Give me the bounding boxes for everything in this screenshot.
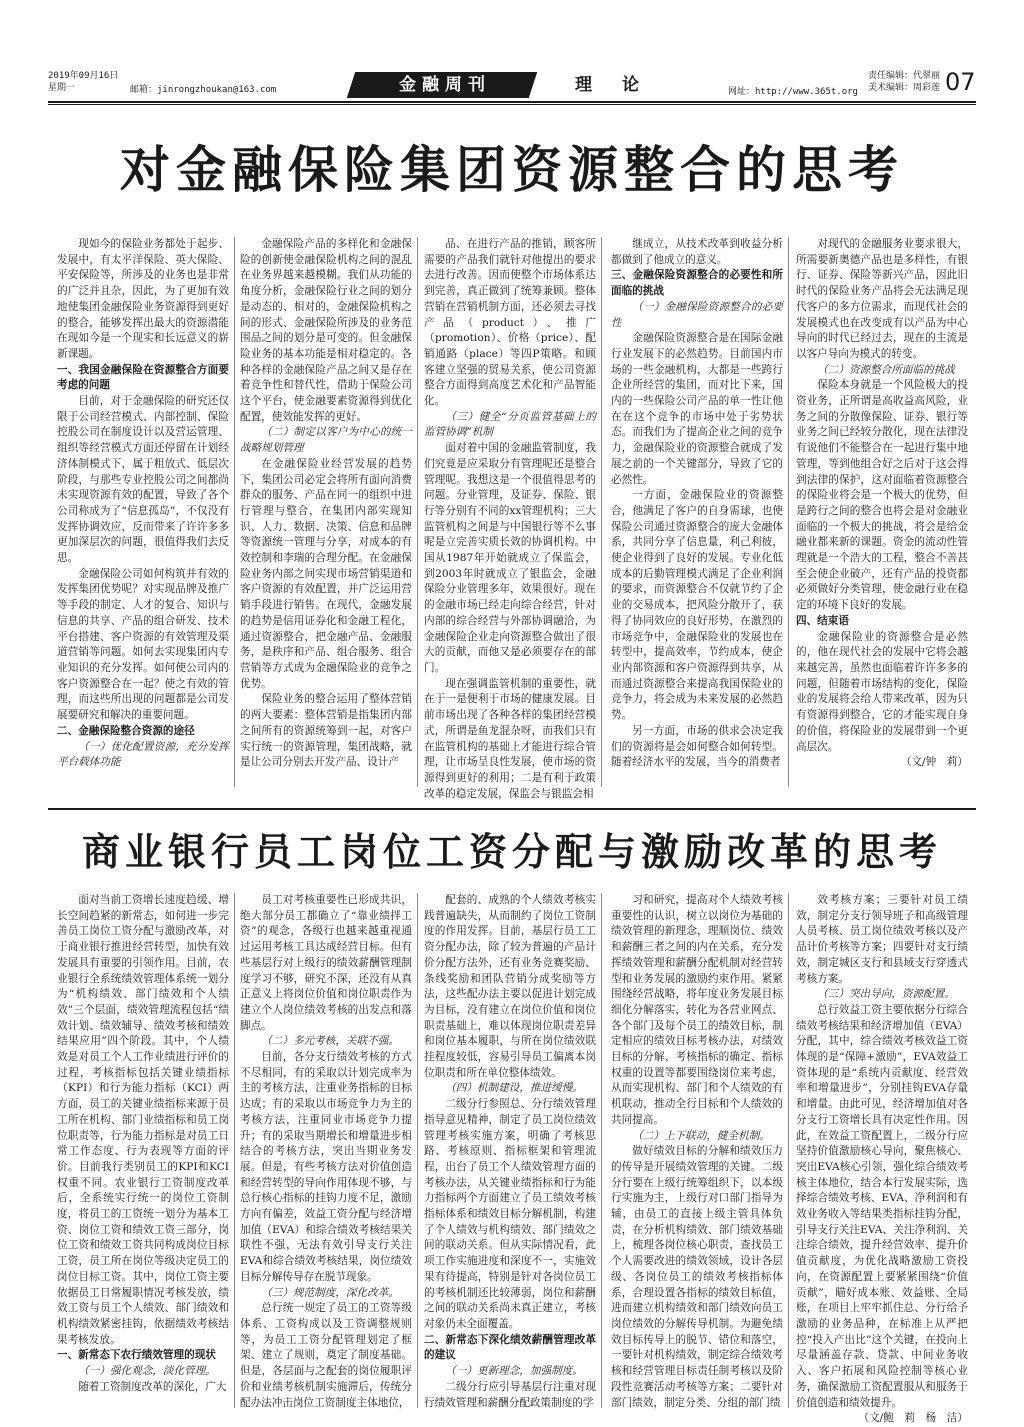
paragraph: 对现代的金融服务业要求很大，所需要新奥德产品也是多样性，有银行、证券、保险等新兴产品，因此旧时代的保险业务产品将会无法满足现代客户的多方位需求，而现代社会的发展模式也在改变成有以产品为中心导向的时代已经过去，现在的主流是以客户导向为模式的转变。 [796,238,968,360]
page-number: 07 [945,68,976,96]
subsection-heading: （一）强化观念，淡化管理。 [78,1365,216,1378]
subsection-heading: （二）制定以客户为中心的统一战略规划管理 [240,426,412,455]
article2-column-2 [240,893,412,1418]
paragraph: 随着工资制度改革的深化，广大 [78,1380,227,1393]
section-heading: 二、新常态下深化绩效薪酬管理改革的建议 [424,1333,596,1362]
issue-date: 2019年09月16日 [48,71,119,81]
paragraph: 另一方面，市场的供求会决定我们的资源将是会如何整合如何转型。随着经济水平的发展，当今的消费者 [611,724,783,769]
editor-credits [868,70,940,94]
paragraph: 在金融保险业经营发展的趋势下，集团公司必定会将所有面向消费群众的服务、产品在同一的组织中进行管理与整合，在集团内部实现知识、人力、数据、决策、信息和品牌等资源统一管理与分享，对成本的有效控制和李瑞的合理分配。在金融保险业务内部之间实现市场营销渠道和客户资源的有效配置，并广泛运用营销手段进行销售。在现代，金融发展的趋势是信用证券化和金融工程化，通过资源整合，把金融产品、金融服务，是秩序和产品、组合服务、组合营销等方式成为金融保险业的竞争之优势。 [240,457,412,690]
column-divider [234,893,235,1408]
section-heading: 一、我国金融保险在资源整合方面要考虑的问题 [57,363,229,392]
paragraph: 金融保险业的资源整合是必然的，他在现代社会的发展中它将会越来越完善，虽然也面临着许许多多的问题，但随着市场结构的变化，保险业的发展将会给人带来改革，因为只有资源得到整合，它的才能实现自身的价值，将保险业的发展带到一个更高层次。 [796,630,968,753]
article1-title: 对金融保险集团资源整合的思考 [120,141,904,199]
art-editor: 美术编辑：周彩莲 [868,83,941,93]
issue-date-block [48,70,118,94]
author-signature: （文/鲍 莉 杨 洁） [858,1412,968,1425]
article1-column-2 [240,237,412,797]
article2-column-1 [57,893,229,1418]
subsection-heading: （二）资源整合所面临的挑战 [817,363,955,376]
column-divider [788,237,789,787]
section-heading: 三、金融保险资源整合的必要性和所面临的挑战 [611,269,783,298]
paragraph: 总行效益工资主要依据分行综合绩效考核结果和经济增加值（EVA）分配，其中，综合绩效考核效益工资体现的是“保障+激励”，EVA效益工资体现的是“系统内贡献度、经营效率和增量进步”，分别挂钩EVA存量和增量。由此可见，经济增加值对各分支行工资增长具有决定性作用。因此，在效益工资配置上，二级分行应坚持价值激励核心导向，聚焦核心、突出EVA核心引领，强化综合绩效考核主体地位，结合本行发展实际，选择综合绩效考核、EVA、净利润和有效业务收入等结果类指标挂钩分配，引导支行关注EVA、关注净利润、关注综合绩效，提升经营效率、提升价值贡献度，为优化战略激励工资投向，在资源配置上要紧紧围绕“价值贡献”，瞄好成本账、效益账、全局账，在项目上牢牢抓住总、分行给予激励的业务品种，在标准上从严把控“投入产出比”这个关键，在投向上尽量涵盖存款、贷款、中间业务收入、客户拓展和风险控制等核心业务，确保激励工资配置服从和服务于价值创造和绩效提升。 [796,1003,968,1409]
section-heading: 一、新常态下农行绩效管理的现状 [57,1349,216,1362]
paragraph: 保险本身就是一个风险极大的投资业务，正所谓是高收益高风险，业务之间的分散像保险、证券、银行等业务之间已经较分散化，现在法律没有说他们不能整合在一起进行集中地管理，等到他组合好之后对于这会得到法律的保护，这对面临着资源整合的保险业将会是一个极大的优势，但是跨行之间的整合也将会是对金融业面临的一个极大的挑战，将会是给金融业都来新的课题。资金的流动性管理就是一个浩大的工程，整合不善甚至会使企业破产，还有产品的投资都必须做好分类管理，使金融行业在稳定的环境下良好的发展。 [796,379,968,612]
paragraph: 金融保险资源整合是在国际金融行业发展下的必然趋势。目前国内市场的一些金融机构，大都是一些跨行企业所经营的集团，而对比下来，国内的一些保险公司产品的单一性让他在在这个竞争的市场中处于劣势状态。而我们为了提高企业之间的竞争力，金融保险业的资源整合就成了发展之前的一个关键部分，导致了它的必然性。 [611,332,783,486]
brand-name: 金融周刊 [399,75,491,95]
paragraph: 效考核方案；三要针对员工绩效，制定分支行领导班子和高级管理人员考核、员工岗位绩效考核以及产品计价考核等方案；四要针对支行绩效，制定城区支行和县域支行穿透式考核方案。 [796,894,968,985]
paragraph: 现如今的保险业务都处于起步、发展中，有太平洋保险、英大保险、平安保险等，所涉及的业务也是非常的广泛并且杂，因此，为了更加有效地使集团金融保险业务资源得到更好的整合，能够发挥出最大的资源潜能在现如今是一个现实和长远意义的崭新课题。 [57,238,229,360]
author-signature: （文/钟 莉） [900,756,968,769]
column-divider [417,893,418,1408]
article1-column-4 [611,237,783,797]
column-divider [601,893,602,1408]
header-rule [48,101,976,103]
article1-column-1 [57,237,229,797]
paragraph: 现在强调监管机制的重要性，就在于一是便利于市场的健康发展。目前市场出现了各种各样的集团经营模式，所谓是鱼龙混杂呀，而我们只有在监管机构的基础上才能进行综合管理，让市场呈良性发展，使市场的资源得到更好的利用；二是有利于政策改革的稳定发展，保监会与银监会相 [424,677,596,800]
masthead [48,70,976,100]
paragraph: 保险业务的整合运用了整体营销的两大要素：整体营销是指集团内部之间所有的资源统筹到一起，对客户实行统一的资源管理，集团战略，就是让公司分别去开发产品、设计产 [240,693,412,769]
paragraph: 二级分行参照总、分行绩效管理指导意见精神，制定了员工岗位绩效管理考核实施方案，明确了考核思路、考核原则、指标框架和管理流程，出台了员工个人绩效管理方面的考核办法，从关键业绩指标和行为能力指标两个方面建立了员工绩效考核指标体系和绩效目标分解机制，构建了个人绩效与机构绩效、部门绩效之间的联动关系。但从实际情况看，此项工作实施进度和深度不一，实施效果有待提高，特别是针对各岗位员工的考核机制还比较薄弱，岗位和薪酬之间的联动关系尚未真正建立，考核对象仍未全面覆盖。 [424,1098,596,1330]
column-divider [417,237,418,787]
paragraph: 配套的、成熟的个人绩效考核实践普遍缺失，从而制约了岗位工资制度的作用发挥。目前，基层行员工工资分配办法，除了较为普遍的产品计价分配方法外，还有业务竞赛奖励、条线奖励和团队营销分成奖励等方法，这些配办法主要以促进计划完成为目标，没有建立在岗位价值和岗位职责基础上，难以体现岗位职责差异和岗位基本履职，与所在岗位绩效联挂程度较低，容易引导员工偏离本岗位职责和所在单位整体绩效。 [424,894,596,1079]
header-rule-thin [48,104,976,105]
column-divider [788,893,789,1408]
responsible-editor: 责任编辑：代翠丽 [868,71,941,81]
article1-column-3 [424,237,596,800]
section-name: 理 论 [575,75,651,95]
section-heading: 二、金融保险整合资源的途径 [57,724,195,737]
article-separator [48,808,976,810]
paragraph: 二级分行应引导基层行注重对现行绩效管理和薪酬分配政策制度的学 [424,1380,596,1409]
paragraph: 员工对考核重要性已形成共识，绝大部分员工都确立了“靠业绩拌工资”的观念，各级行也越来越重视通过运用考核工具达成经营目标。但有些基层行对上级行的绩效薪酬管理制度学习不够，研究不深，还没有从真正意义上将岗位价值和岗位职责作为建立个人岗位绩效考核的出发点和落脚点。 [240,894,412,1032]
article2-column-3 [424,893,596,1418]
subsection-heading: （四）机制建设，推进缓慢。 [445,1082,583,1095]
article2-column-4 [611,893,783,1418]
section-heading: 四、结束语 [796,614,849,627]
article2-column-5 [796,893,968,1425]
column-divider [234,237,235,787]
paragraph: 做好绩效目标的分解和绩效压力的传导是开展绩效管理的关键。二级分行要在上级行统筹组织下，以本级行实施为主，上级行对口部门指导为辅，由员工的直接上级主管具体负责，在分析机构绩效、部门绩效基础上，梳理各岗位核心职责，查找员工个人需要改进的绩效领域，设计各层级、各岗位员工的绩效考核指标体系，合理设置各指标的绩效目标值，进而建立机构绩效和部门绩效向员工岗位绩效的分解传导机制。为避免绩效目标传导上的脱节、错位和落空，一要针对机构绩效，制定综合绩效考核和经营管理目标责任制考核以及阶段性竞赛活动考核等方案；二要针对部门绩效，制定分类、分组的部门绩 [611,1145,783,1409]
column-divider [601,237,602,787]
subsection-heading: （一）更新理念，加强制度。 [445,1365,583,1378]
paragraph: 面对着中国的金融监管制度，我们究竟是应采取分有管理呢还是整合管理呢。我想这是一个很值得思考的问题。分业管理，及证券、保险、银行等分别有不同的xx管理机构；三大监管机构之间是与中国银行等不么事呢是立完善实质长效的协调机构。中国从1987年开始就成立了保监会，到2003年时就成立了银监会，金融保险分业管理多年，效果很好。现在的金融市场已经走向综合经营，针对内部的综合经营与外部协调融洽，为金融保险企业走向资源整合做出了很大的贡献，而他又是必须要存在的部门。 [424,442,596,674]
subsection-heading: （三）规范制度，深化改革。 [261,1286,399,1299]
subsection-heading: （一）金融保险资源整合的必要性 [611,300,783,329]
issue-weekday: 星期一 [48,83,76,93]
website: 网址：http://www.365t.org [728,87,858,97]
subsection-heading: （二）上下联动，健全机制。 [632,1129,770,1142]
paragraph: 金融保险公司如何构筑并有效的发挥集团优势呢？对实现品牌及推广等手段的制定、人才的复合、知识与信息的共享、产品的组合研发、技术平台搭建、客户资源的有效管理及渠道营销等问题。如何去实现集团内专业知识的充分发挥。如何使公司内的客户资源整合在一起？使之有效的管理，而这些所出现的问题都是公司发展要研究和解决的重要问题。 [57,567,229,722]
paragraph: 目前，各分支行绩效考核的方式不尽相同，有的采取以计划完成率为主的考核方法，注重业务指标的目标达成；有的采取以市场竞争力为主的考核方法，注重同业市场竞争力提升；有的采取当期增长和增量进步相结合的考核方法，突出当期业务发展。但是，有些考核方法对价值创造和经营转型的导向作用体现不够，与总行核心指标的挂钩力度不足，激励方向有偏差，效益工资分配与经济增加值（EVA）和综合绩效考核结果关联性不强，无法有效引导支行关注EVA和综合绩效考核结果，岗位绩效目标分解传导存在脱节现象。 [240,1051,412,1283]
paragraph: 金融保险产品的多样化和金融保险的创新使金融保险机构之间的混乱在业务界越来越模糊。我们从功能的角度分析，金融保险行业之间的划分是动态的、相对的，金融保险机构之间的形式、金融保险所涉及的业务范围品之间的划分是可变的。但金融保险业务的基本功能是相对稳定的。各种各样的金融保险产品之间又是存在着竞争性和替代性，借助于保险公司这个平台，使金融要素资源得到优化配置，使效能发挥的更好。 [240,238,412,423]
paragraph: 目前，对于金融保险的研究还仅限于公司经营模式、内部控制、保险控股公司在制度设计以及营运管理、组织等经营模式方面还停留在计划经济体制模式下，属于粗放式、低层次阶段，与那些专业控股公司之间都尚未实现资源有效的配置，导致了各个公司称成为了“信息孤岛”，不仅没有发挥协调效应，反而带来了许许多多更加深层次的问题，很值得我们去反思。 [57,395,229,565]
subsection-heading: （二）多元考核，关联不强。 [261,1035,399,1048]
article2-title: 商业银行员工岗位工资分配与激励改革的思考 [81,830,942,874]
paragraph: 继成立，从技术改革到收益分析都做到了他成立的意义。 [611,238,783,266]
paragraph: 一方面，金融保险业的资源整合，他满足了客户的自身需球，也使保险公司通过资源整合的庞大金融体系，共同分享了信息量，利己利彼，使企业得到了良好的发展。专业化低成本的后勤管理模式满足了企业利润的要求，而资源整合不仅就节约了企业的交易成本，把风险分散开了，获得了协同效应的良好形势，在激烈的市场竞争中，金融保险业的发展也在转型中，提高效率，节约成本，使企业内部资源和客户资源得到共享，从而通过资源整合来提高我国保险业的竞争力，将会成为未来发展的必然趋势。 [611,489,783,722]
subsection-heading: （一）优化配置资源，充分发挥平台载体功能 [57,740,229,769]
contact-email: 邮箱：jinrongzhoukan@163.com [130,85,277,95]
subsection-heading: （三）突出导向，资源配置。 [817,988,955,1001]
paragraph: 总行统一规定了员工的工资等级体系、工资构成以及工资调整规则等，为员工工资分配管理划定了框架、建立了规则，奠定了制度基础。但是，各层面与之配套的岗位履职评价和业绩考核机制实施滞后，传统分配办法冲击岗位工资制度主体地位， [240,1302,412,1409]
article1-column-5 [796,237,968,797]
paragraph: 习和研究，提高对个人绩效考核重要性的认识，树立以岗位为基础的绩效管理的新理念，理顺岗位、绩效和薪酬三者之间的内在关系，充分发挥绩效管理和薪酬分配机制对经营转型和业务发展的激励约束作用。紧紧围绕经营战略，将年度业务发展目标细化分解落实，转化为各营业网点、各个部门及每个员工的绩效目标，制定相应的绩效目标考核办法，对绩效目标的分解、考核指标的确定、指标权重的设置等都要围绕岗位来考虑，从而实现机构、部门和个人绩效的有机联动，推动全行目标和个人绩效的共同提高。 [611,894,783,1126]
paragraph: 面对当前工资增长速度趋缓、增长空间趋紧的新常态，如何进一步完善员工岗位工资分配与激励改革，对于商业银行推进经营转型，加快有效发展具有重要的引领作用。目前，农业银行全系统绩效管理体系统一划分为“机构绩效、部门绩效和个人绩效”三个层面，绩效管理流程包括“绩效计划、绩效辅导、绩效考核和绩效结果应用”四个阶段。其中，个人绩效是对员工个人工作业绩进行评价的过程，考核指标包括关键业绩指标（KPI）和行为能力指标（KCI）两方面，员工的关键业绩指标来源于员工所在机构、部门业绩指标和员工岗位职责等，行为能力指标是对员工日常工作态度、行为表现等方面的评价。目前我行类别员工的KPI和KCI权重不同。农业银行工资制度改革后，全系统实行统一的岗位工资制度，将员工的工资统一划分为基本工资、岗位工资和绩效工资三部分，岗位工资和绩效工资共同构成岗位目标工资，员工所在岗位等级决定员工的岗位目标工资。其中，岗位工资主要依据员工日常履职情况考核发放，绩效工资与员工个人绩效、部门绩效和机构绩效紧密挂钩，依据绩效考核结果考核发放。 [57,894,229,1346]
paragraph: 品、在进行产品的推销，顾客所需要的产品我们就针对他提出的要求去进行改善。因而使整个市场体系达到完善，真正做到了统筹兼顾。整体营销在营销机制方面，还必须去寻找产品（product）、推广（promotion）、价格（price）、配销通路（place）等四P策略。和顾客建立坚强的贸易关系，使公司资源整合方面得到高度艺术化和产品智能化。 [424,238,596,408]
subsection-heading: （三）健全“分页监管基础上的监管协调”机制 [424,410,596,439]
